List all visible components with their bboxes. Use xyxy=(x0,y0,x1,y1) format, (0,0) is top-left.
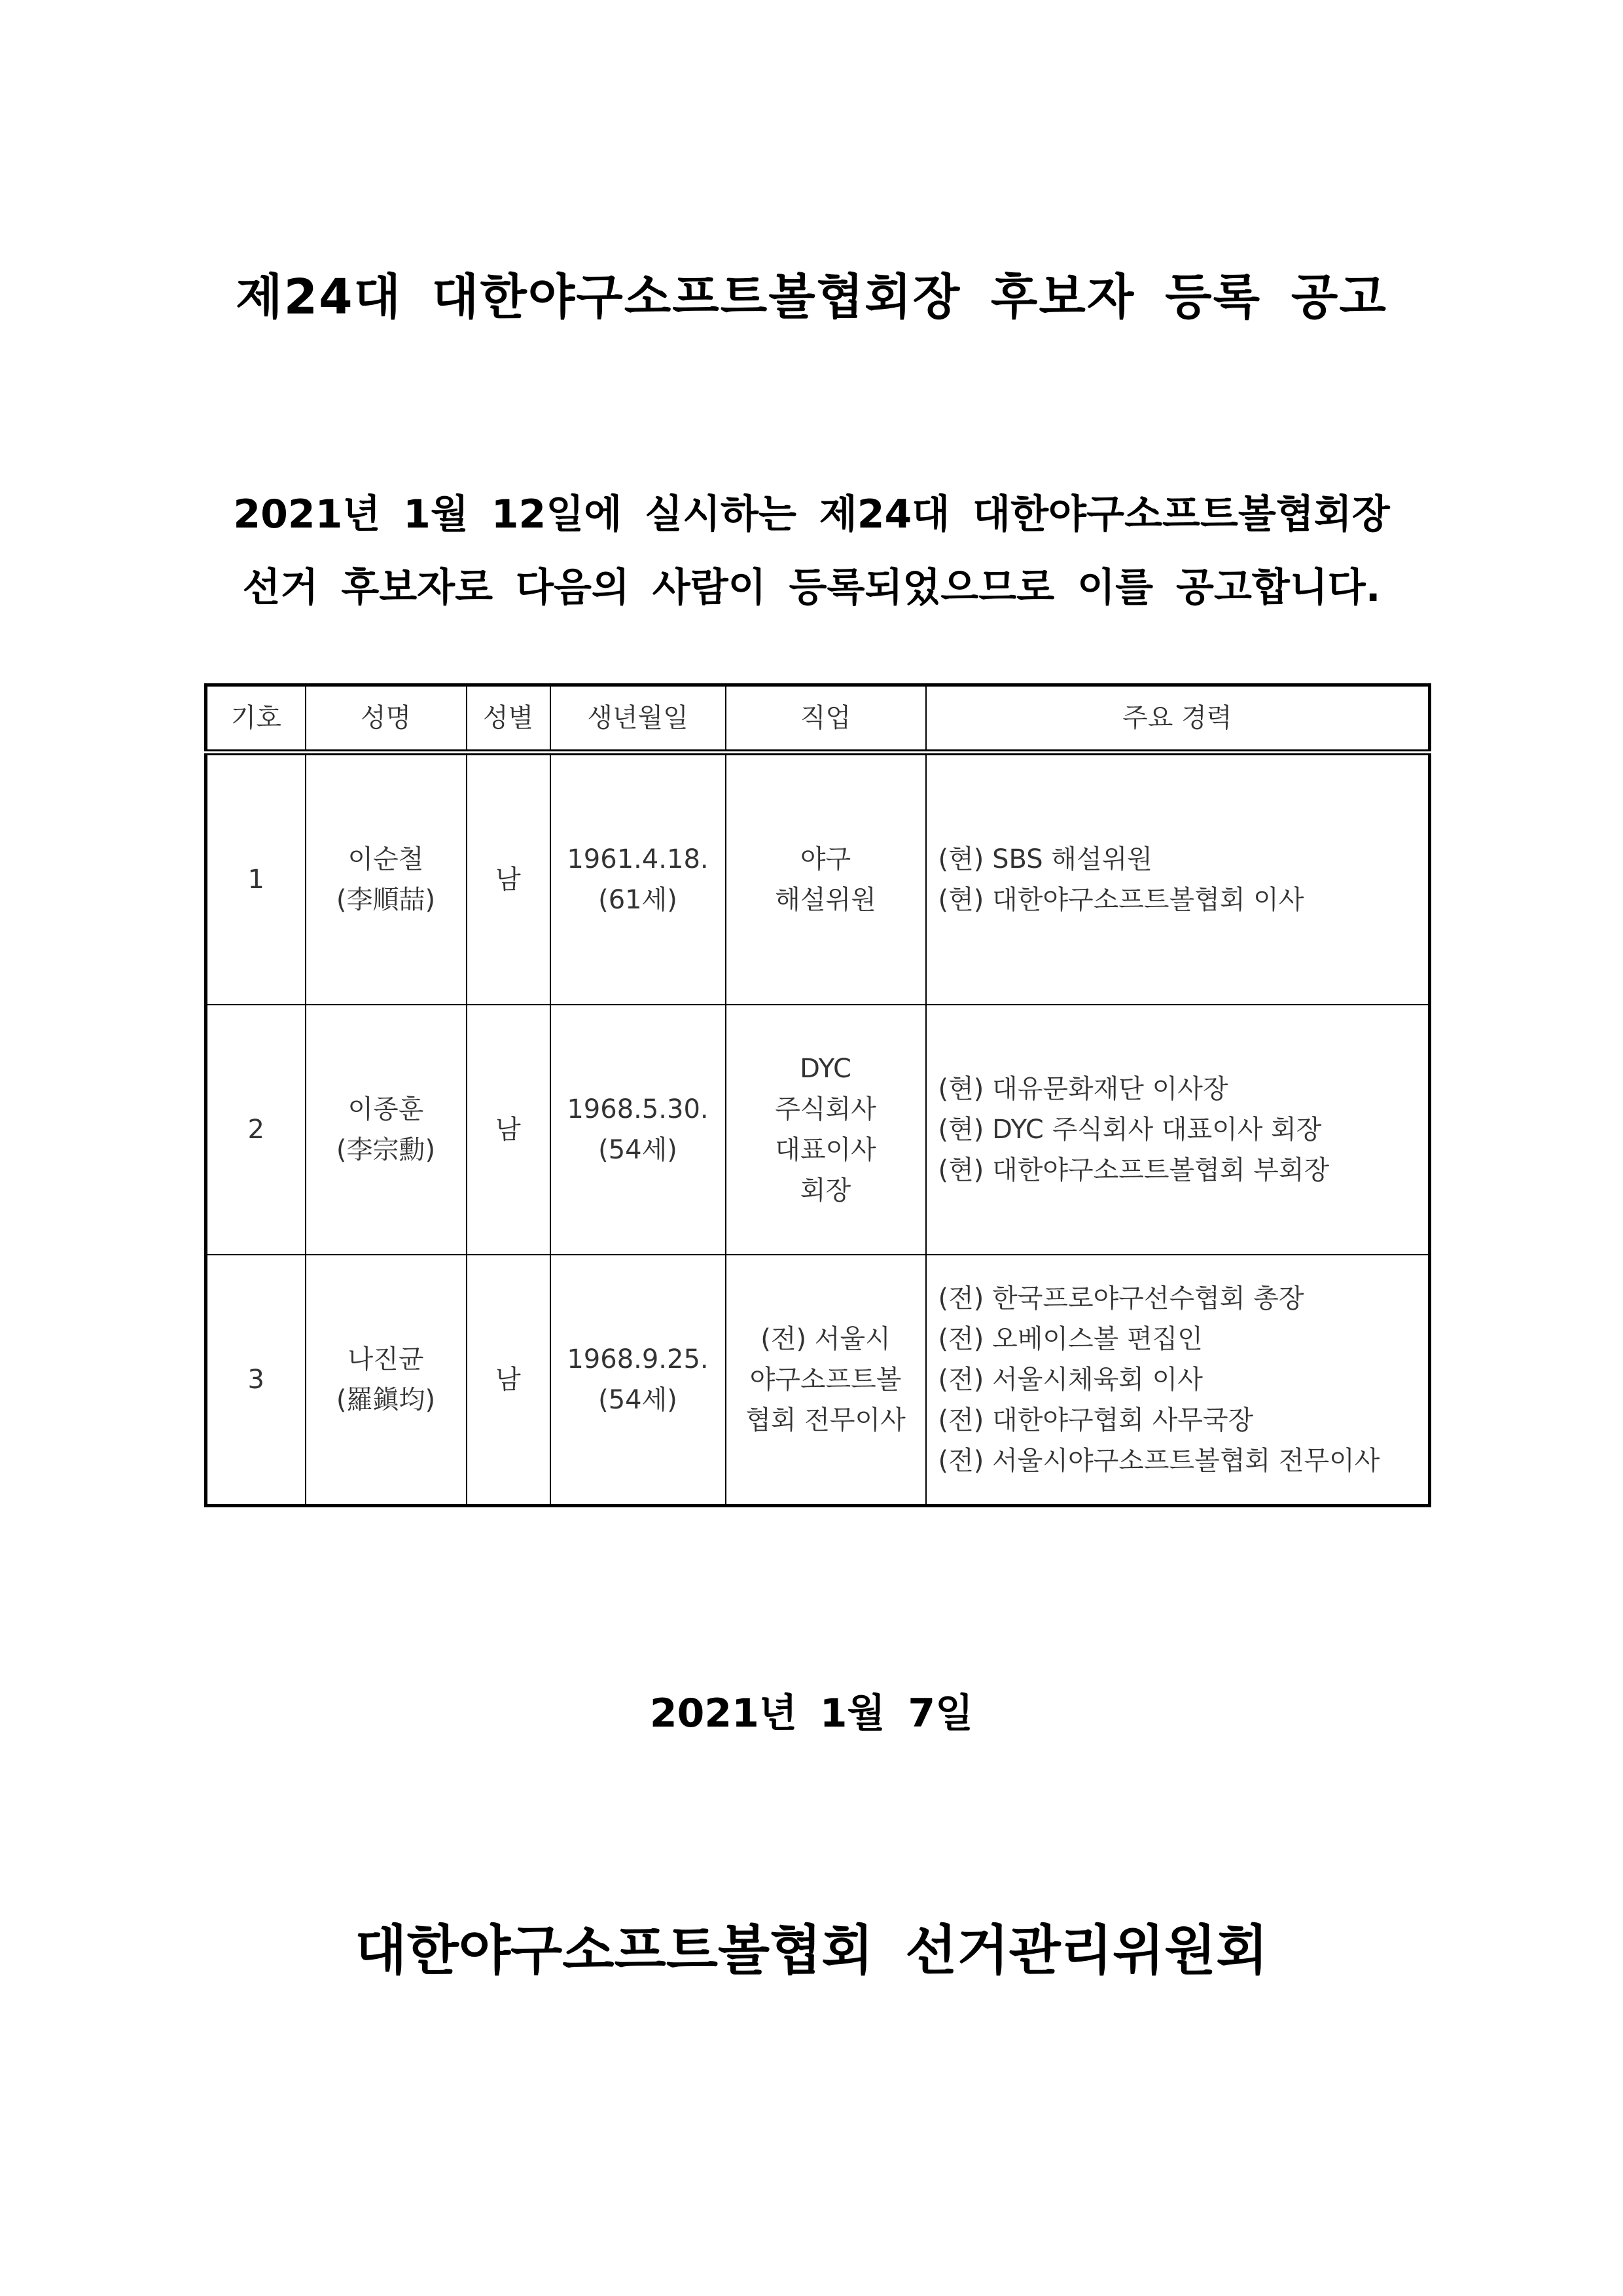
candidate-no: 3 xyxy=(206,1255,306,1506)
header-name: 성명 xyxy=(306,685,467,753)
header-no: 기호 xyxy=(206,685,306,753)
announcement-text xyxy=(0,478,1623,624)
candidate-gender: 남 xyxy=(467,753,550,1005)
candidate-job: (전) 서울시 야구소프트볼 협회 전무이사 xyxy=(726,1255,926,1506)
candidate-birth: 1968.5.30. (54세) xyxy=(550,1005,726,1255)
candidate-no: 1 xyxy=(206,753,306,1005)
announcement-line-2: 선거 후보자로 다음의 사람이 등록되었으므로 이를 공고합니다. xyxy=(242,565,1381,611)
table-header-row xyxy=(206,685,1430,753)
candidate-career: (전) 한국프로야구선수협회 총장 (전) 오베이스볼 편집인 (전) 서울시체육회 이사 (전) 대한야구협회 사무국장 (전) 서울시야구소프트볼협회 전무이사 xyxy=(926,1255,1430,1506)
candidate-no: 2 xyxy=(206,1005,306,1255)
header-career: 주요 경력 xyxy=(926,685,1430,753)
candidate-birth: 1968.9.25. (54세) xyxy=(550,1255,726,1506)
table-row xyxy=(206,753,1430,1005)
candidate-name: 이종훈 (李宗勳) xyxy=(306,1005,467,1255)
table-row xyxy=(206,1255,1430,1506)
document-title: 제24대 대한야구소프트볼협회장 후보자 등록 공고 xyxy=(236,269,1387,325)
candidate-name: 나진균 (羅鎭均) xyxy=(306,1255,467,1506)
candidate-table xyxy=(204,683,1431,1507)
header-birth: 생년월일 xyxy=(550,685,726,753)
candidate-gender: 남 xyxy=(467,1005,550,1255)
header-job: 직업 xyxy=(726,685,926,753)
candidate-career: (현) SBS 해설위원 (현) 대한야구소프트볼협회 이사 xyxy=(926,753,1430,1005)
candidate-name: 이순철 (李順喆) xyxy=(306,753,467,1005)
table-row xyxy=(206,1005,1430,1255)
candidate-birth: 1961.4.18. (61세) xyxy=(550,753,726,1005)
candidate-gender: 남 xyxy=(467,1255,550,1506)
header-gender: 성별 xyxy=(467,685,550,753)
candidate-career: (현) 대유문화재단 이사장 (현) DYC 주식회사 대표이사 회장 (현) 대한야구소프트볼협회 부회장 xyxy=(926,1005,1430,1255)
candidate-job: 야구 해설위원 xyxy=(726,753,926,1005)
candidate-job: DYC 주식회사 대표이사 회장 xyxy=(726,1005,926,1255)
announcement-date: 2021년 1월 7일 xyxy=(649,1691,974,1736)
issuing-organization: 대한야구소프트볼협회 선거관리위원회 xyxy=(355,1920,1268,1982)
announcement-line-1: 2021년 1월 12일에 실시하는 제24대 대한야구소프트볼협회장 xyxy=(233,492,1390,537)
